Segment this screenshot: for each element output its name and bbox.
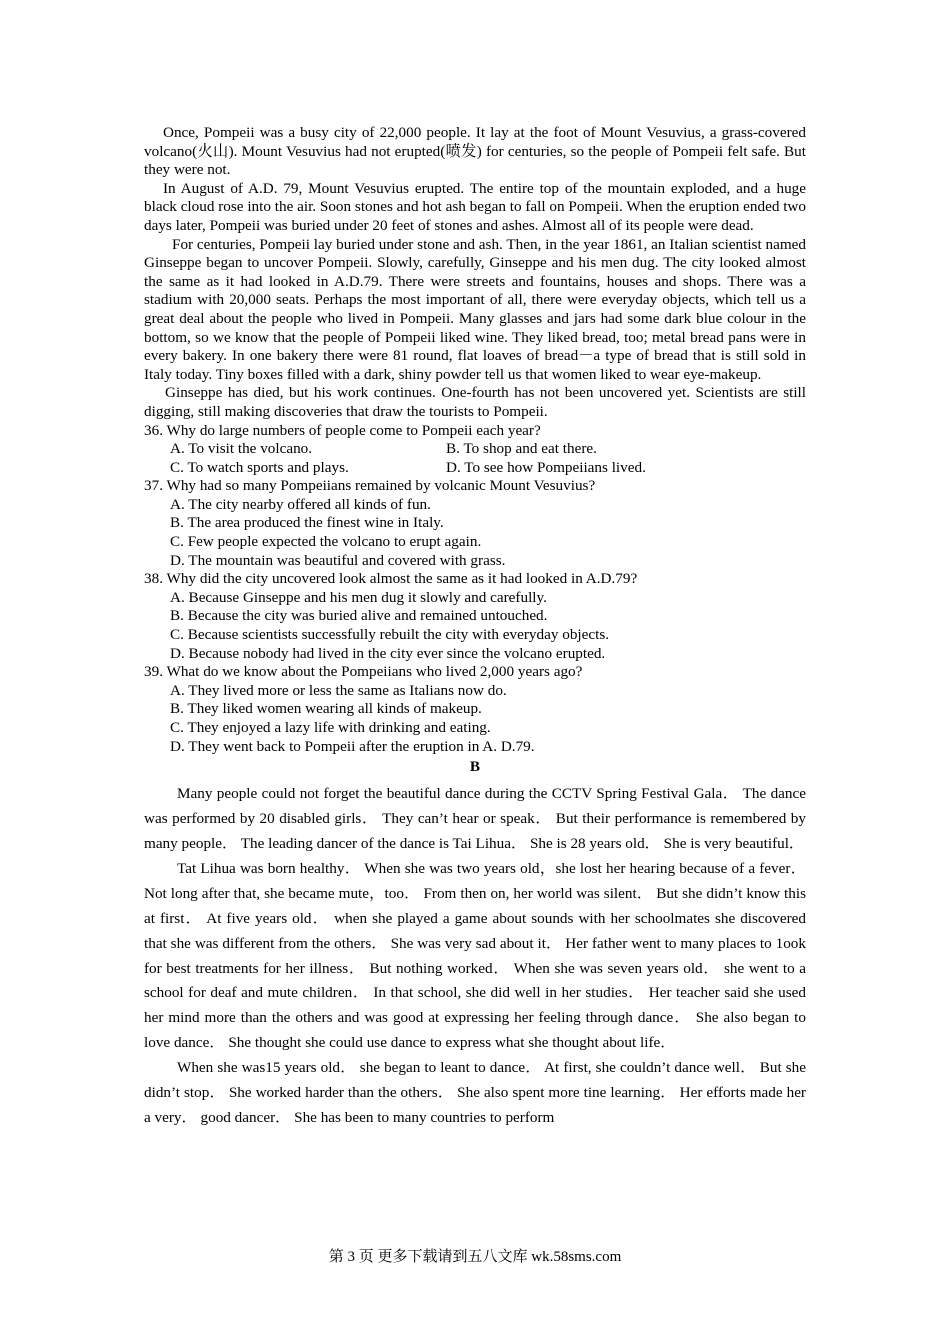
section-b-paragraph-3: When she was15 years old． she began to leant to dance． At first, she couldn’t dance well． But she didn’t stop． She worked harder than the others． She also spent more tine learning． Her efforts made her a very． good dancer． She has been to many countries to perform	[144, 1059, 806, 1126]
passage-a-paragraph-3: For centuries, Pompeii lay buried under stone and ash. Then, in the year 1861, an Italian scientist named Ginseppe began to uncover Pompeii. Slowly, carefully, Ginseppe and his men dug. The city looked almost the same as it had looked in A.D.79. There were streets and fountains, houses and shops. There was a stadium with 20,000 seats. Perhaps the most important of all, there were everyday objects, which tell us a great deal about the people who lived in Pompeii. Many glasses and jars had some dark blue colour in the bottom, so we know that the people of Pompeii liked wine. They liked bread, too; metal bread pans were in every bakery. In one bakery there were 81 round, flat loaves of bread－a type of bread that is still sold in Italy today. Tiny boxes filled with a dark, shiny powder tell us that women liked to wear eye-makeup.	[144, 235, 806, 383]
section-b-paragraph-2: Tat Lihua was born healthy． When she was two years old，she lost her hearing because of a fever． Not long after that, she became mute，too． From then on, her world was silent． But she didn’t know this at first． At five years old． when she played a game about sounds with her schoolmates she discovered that she was different from the others． She was very sad about it． Her father went to many places to 1ook for best treatments for her illness． But nothing worked． When she was seven years old． she went to a school for deaf and mute children． In that school, she did well in her studies． Her teacher said she used her mind more than the others and was good at expressing her feeling through dance． She also began to love dance． She thought she could use dance to express what she thought about life．	[144, 859, 806, 1052]
question-39-stem: 39. What do we know about the Pompeiians who lived 2,000 years ago?	[144, 663, 583, 681]
question-36-option-c: C. To watch sports and plays.	[170, 458, 349, 476]
page-footer: 第 3 页 更多下载请到五八文库 wk.58sms.com	[328, 1249, 622, 1265]
question-39-option-d: D. They went back to Pompeii after the eruption in A. D.79.	[170, 737, 535, 755]
question-37-option-a: A. The city nearby offered all kinds of fun.	[170, 495, 431, 513]
question-36-option-b: B. To shop and eat there.	[446, 440, 597, 458]
question-38-option-a: A. Because Ginseppe and his men dug it slowly and carefully.	[170, 588, 547, 606]
question-38-stem: 38. Why did the city uncovered look almost the same as it had looked in A.D.79?	[144, 570, 638, 588]
question-39-option-c: C. They enjoyed a lazy life with drinking and eating.	[170, 719, 491, 736]
question-38-option-b: B. Because the city was buried alive and remained untouched.	[170, 607, 548, 625]
question-38-option-d: D. Because nobody had lived in the city ever since the volcano erupted.	[170, 644, 606, 662]
question-37-stem: 37. Why had so many Pompeiians remained by volcanic Mount Vesuvius?	[144, 477, 596, 495]
passage-a-paragraph-2: In August of A.D. 79, Mount Vesuvius erupted. The entire top of the mountain exploded, and a huge black cloud rose into the air. Soon stones and hot ash began to fall on Pompeii. When the eruption ended two days later, Pompeii was buried under 20 feet of stones and ashes. Almost all of its people were dead.	[144, 179, 806, 234]
question-36-stem: 36. Why do large numbers of people come to Pompeii each year?	[144, 421, 541, 439]
passage-a-paragraph-4: Ginseppe has died, but his work continues. One-fourth has not been uncovered yet. Scientists are still digging, still making discoveries that draw the tourists to Pompeii.	[144, 384, 806, 420]
question-36-options-row-2	[144, 459, 806, 478]
passage-a-paragraph-1: Once, Pompeii was a busy city of 22,000 people. It lay at the foot of Mount Vesuvius, a grass-covered volcano(火山). Mount Vesuvius had not erupted(喷发) for centuries, so the people of Pompeii felt safe. But they were not.	[144, 124, 806, 179]
document-body	[144, 124, 806, 1131]
section-b-paragraph-1: Many people could not forget the beautiful dance during the CCTV Spring Festival Gala． The dance was performed by 20 disabled girls． They can’t hear or speak． But their performance is remembered by many people． The leading dancer of the dance is Tai Lihua． She is 28 years old． She is very beautiful．	[144, 785, 806, 852]
question-37-option-c: C. Few people expected the volcano to erupt again.	[170, 533, 482, 551]
question-37-option-d: D. The mountain was beautiful and covered with grass.	[170, 551, 506, 569]
question-39-option-a: A. They lived more or less the same as Italians now do.	[170, 681, 507, 699]
question-38-option-c: C. Because scientists successfully rebuilt the city with everyday objects.	[170, 626, 610, 644]
question-36-options-row-1	[144, 440, 806, 459]
question-36-option-d: D. To see how Pompeiians lived.	[446, 458, 646, 476]
question-36-option-a: A. To visit the volcano.	[170, 440, 313, 458]
question-37-option-b: B. The area produced the finest wine in Italy.	[170, 514, 444, 532]
section-b-heading: B	[469, 758, 481, 776]
question-39-option-b: B. They liked women wearing all kinds of makeup.	[170, 700, 482, 718]
